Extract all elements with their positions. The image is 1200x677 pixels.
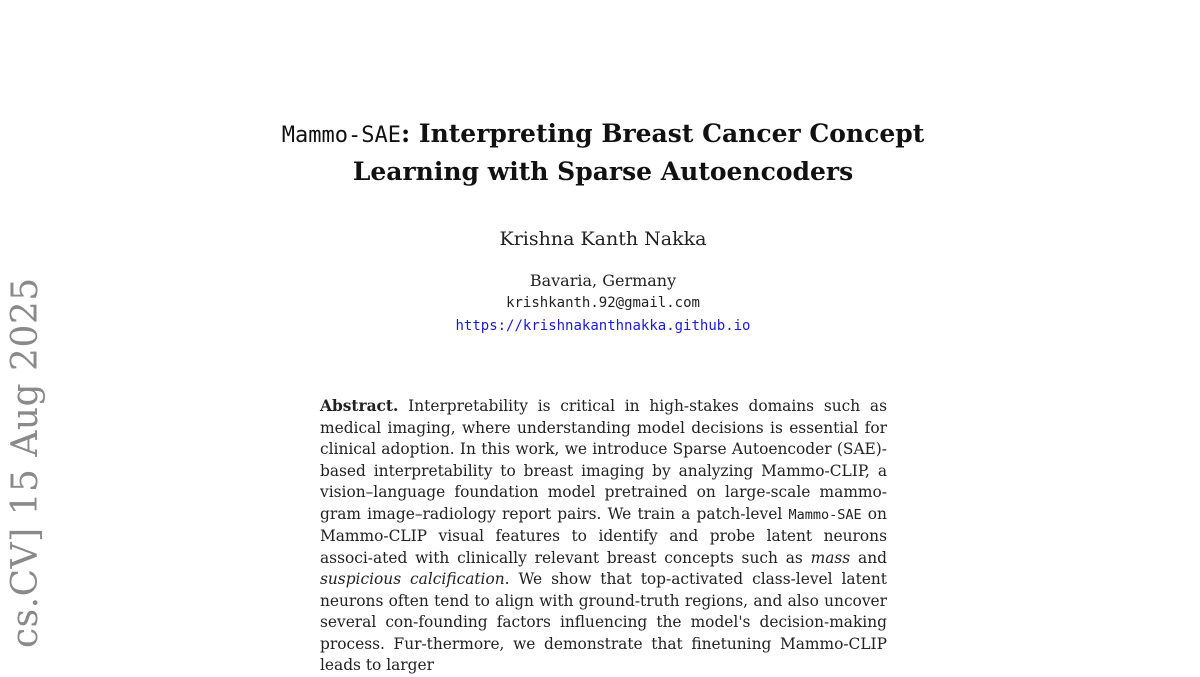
- author-email: krishkanth.92@gmail.com: [506, 295, 700, 311]
- abstract-text-2: on Mammo-CLIP visual features to identify and probe latent neurons associ-ated with clinically relevant breast concepts such as: [320, 504, 887, 567]
- abstract-text-1: Interpretability is critical in high-stakes domains such as medical imaging, where understanding model decisions is essential for clinical adoption. In this work, we introduce Sparse Autoencoder (SAE)-based interpretability to breast imaging by analyzing Mammo-CLIP, a vision–language foundation model pretrained on large-scale mammo-gram image–radiology report pairs. We train a patch-level: [320, 397, 887, 523]
- title-mono-part: Mammo-SAE: [281, 123, 401, 148]
- abstract-concept-calcification: suspicious calcification: [320, 570, 505, 588]
- title-line2: Learning with Sparse Autoencoders: [352, 157, 854, 186]
- author-name: Krishna Kanth Nakka: [499, 228, 707, 250]
- abstract-conjunction: and: [858, 548, 887, 567]
- abstract: [320, 396, 887, 677]
- affiliation: [200, 270, 1006, 337]
- abstract-mono-term: Mammo-SAE: [788, 506, 862, 523]
- arxiv-category: cs.CV]: [5, 527, 46, 648]
- title-line1-rest: : Interpreting Breast Cancer Concept: [400, 119, 925, 148]
- arxiv-date: 15 Aug 2025: [5, 277, 46, 516]
- abstract-label: Abstract.: [320, 397, 399, 415]
- affiliation-location: Bavaria, Germany: [529, 271, 677, 290]
- arxiv-identifier: [5, 277, 46, 648]
- author-homepage-link[interactable]: https://krishnakanthnakka.github.io: [455, 318, 751, 334]
- paper-title: [200, 116, 1006, 190]
- abstract-concept-mass: mass: [810, 548, 851, 567]
- abstract-text-3: . We show that top-activated class-level latent neurons often tend to align with ground-truth regions, and also uncover several con-founding factors influencing the model's decision-making process. Fur-thermore, we demonstrate that finetuning Mammo-CLIP leads to larger: [320, 570, 887, 674]
